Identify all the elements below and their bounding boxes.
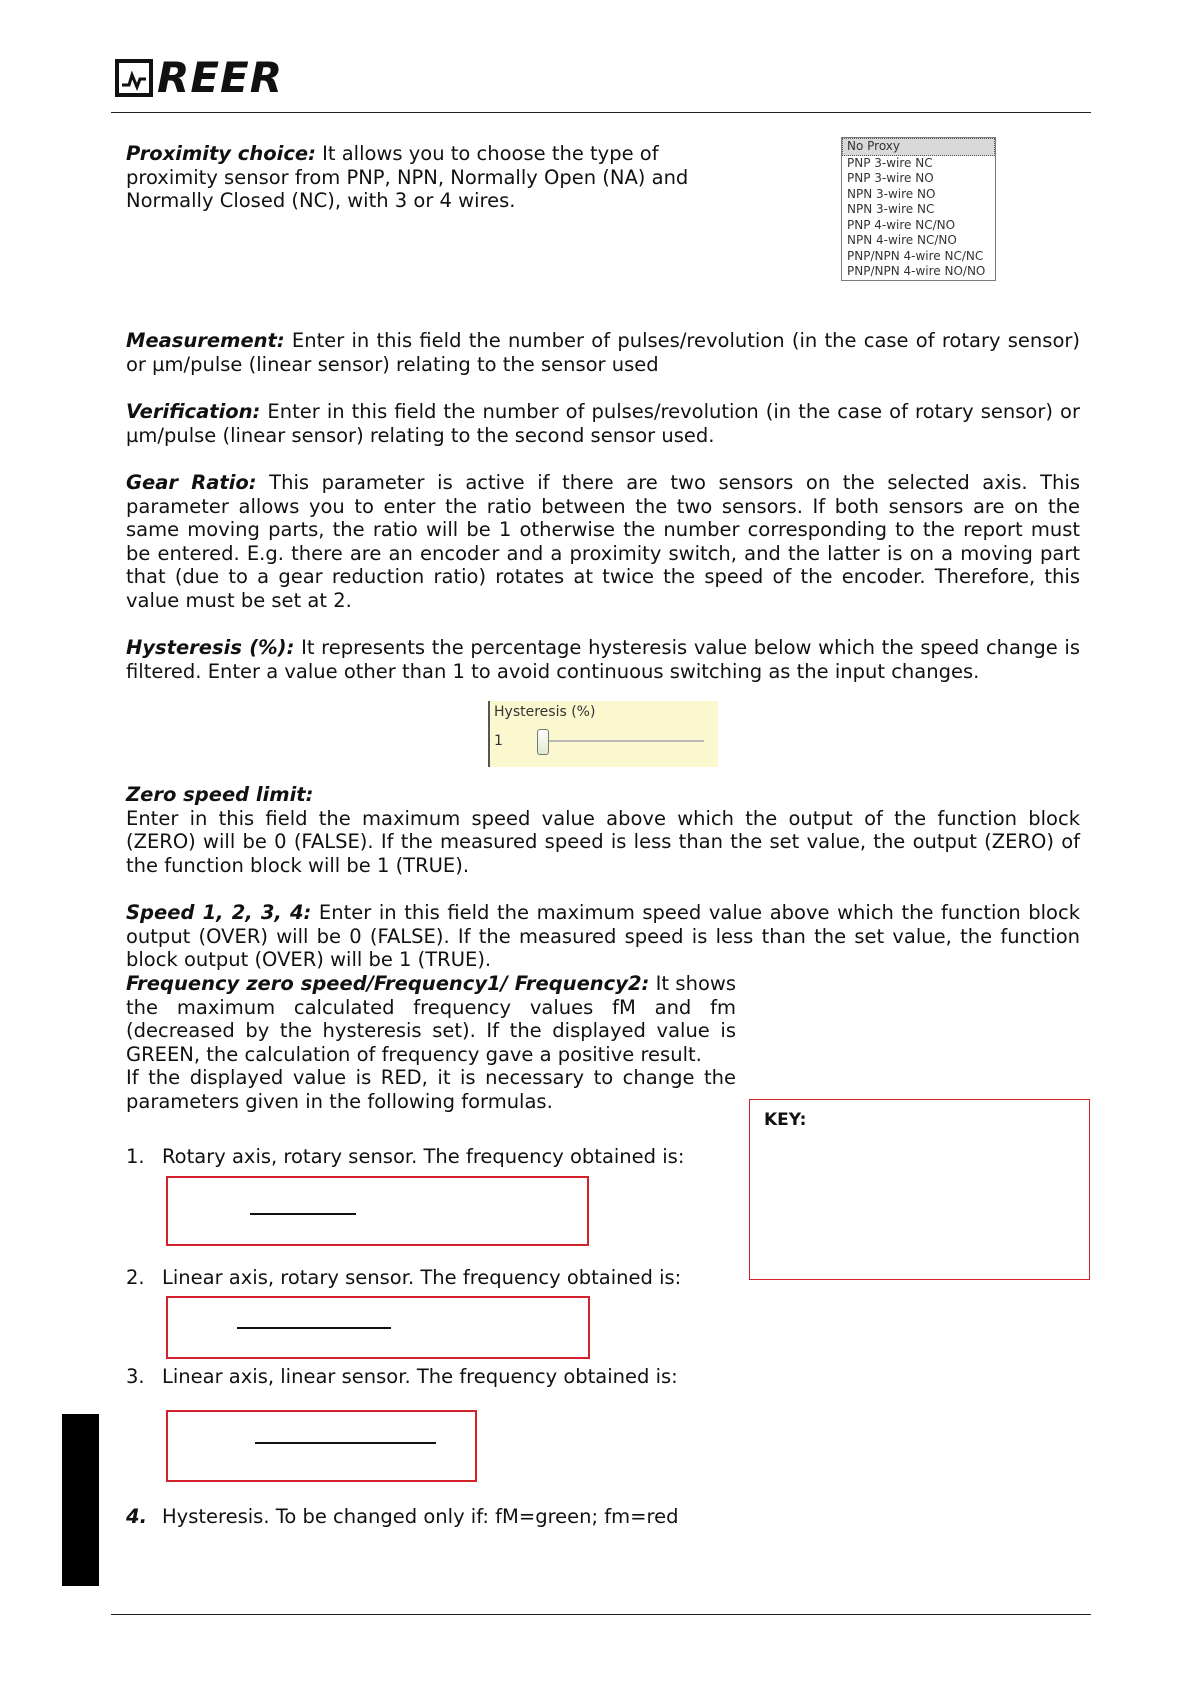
logo-text: REER (157, 53, 284, 102)
proximity-text: It allows you to choose the type of proximity sensor from PNP, NPN, Normally Open (NA) and Normally Closed (NC), with 3 or 4 wires. (126, 142, 689, 213)
list-item-3 (126, 1365, 678, 1389)
proximity-option[interactable]: No Proxy (842, 138, 995, 156)
list-number: 1. (126, 1145, 145, 1168)
chapter-side-tab (62, 1414, 99, 1586)
hysteresis-slider-track[interactable] (544, 740, 704, 742)
reer-logo (115, 53, 284, 102)
speed-term: Speed 1, 2, 3, 4: (126, 901, 312, 924)
key-label: KEY: (764, 1110, 807, 1130)
speed-text: Enter in this field the maximum speed value above which the function block output (OVER) will be 0 (FALSE). If the measured speed is less than the set value, the function block output (OVER) will be 1 (TRUE). (126, 901, 1080, 972)
proximity-term: Proximity choice: (126, 142, 316, 165)
list-item-4 (126, 1505, 678, 1529)
proximity-listbox[interactable] (841, 137, 996, 281)
gear-ratio-paragraph (126, 471, 1080, 613)
hysteresis-widget-label: Hysteresis (%) (494, 704, 596, 720)
footer-rule (111, 1614, 1091, 1615)
list-number: 4. (126, 1505, 147, 1528)
hysteresis-widget (488, 701, 718, 767)
proximity-option[interactable]: PNP 3-wire NO (847, 171, 934, 185)
formula-box-3 (166, 1410, 477, 1482)
proximity-option[interactable]: PNP/NPN 4-wire NC/NC (847, 248, 984, 263)
proximity-option[interactable]: PNP/NPN 4-wire NO/NO (847, 264, 986, 278)
frequency-text-2: If the displayed value is RED, it is necessary to change the parameters given in the following formulas. (126, 1066, 736, 1113)
list-item-2 (126, 1266, 681, 1290)
proximity-option[interactable]: NPN 3-wire NO (847, 186, 936, 201)
fraction-line (255, 1442, 436, 1444)
list-number: 3. (126, 1365, 145, 1388)
verification-paragraph (126, 400, 1080, 447)
list-text: Rotary axis, rotary sensor. The frequency obtained is: (162, 1145, 685, 1168)
list-item-1 (126, 1145, 684, 1169)
gear-ratio-term: Gear Ratio: (126, 471, 257, 494)
hysteresis-paragraph (126, 636, 1080, 683)
verification-text: Enter in this field the number of pulses/revolution (in the case of rotary sensor) or µm/pulse (linear sensor) relating to the second sensor used. (126, 400, 1080, 447)
measurement-paragraph (126, 329, 1080, 376)
key-box (749, 1099, 1090, 1280)
proximity-option[interactable]: PNP 3-wire NC (847, 155, 933, 170)
formula-box-2 (166, 1296, 590, 1359)
frequency-paragraph (126, 972, 736, 1114)
hysteresis-term: Hysteresis (%): (126, 636, 295, 659)
formula-box-1 (166, 1176, 589, 1246)
speed-paragraph (126, 901, 1080, 972)
zero-speed-text: Enter in this field the maximum speed value above which the output of the function block (ZERO) will be 0 (FALSE). If the measured speed is less than the set value, the output (ZERO) of the function block will be 1 (TRUE). (126, 806, 1080, 877)
proximity-option[interactable]: PNP 4-wire NC/NO (847, 217, 956, 232)
fraction-line (250, 1213, 356, 1215)
hysteresis-widget-value[interactable]: 1 (494, 733, 503, 749)
list-number: 2. (126, 1266, 145, 1289)
proximity-paragraph (126, 142, 726, 213)
logo-mark-icon (115, 59, 153, 97)
list-text: Hysteresis. To be changed only if: fM=green; fm=red (162, 1505, 679, 1528)
hysteresis-text: It represents the percentage hysteresis value below which the speed change is filtered. Enter a value other than 1 to avoid continuous switching as the input changes. (126, 636, 1080, 683)
proximity-option[interactable]: NPN 4-wire NC/NO (847, 233, 957, 247)
list-text: Linear axis, rotary sensor. The frequency obtained is: (162, 1266, 682, 1289)
measurement-term: Measurement: (126, 329, 285, 352)
list-text: Linear axis, linear sensor. The frequency obtained is: (162, 1365, 678, 1388)
verification-term: Verification: (126, 400, 261, 423)
frequency-text: It shows the maximum calculated frequency values fM and fm (decreased by the hysteresis set). If the displayed value is GREEN, the calculation of frequency gave a positive result. (126, 972, 736, 1066)
fraction-line (237, 1327, 391, 1329)
zero-speed-term: Zero speed limit: (126, 783, 314, 806)
hysteresis-slider-thumb[interactable] (537, 729, 549, 755)
measurement-text: Enter in this field the number of pulses/revolution (in the case of rotary sensor) or µm/pulse (linear sensor) relating to the sensor used (126, 329, 1080, 376)
frequency-term: Frequency zero speed/Frequency1/ Frequency2: (126, 972, 650, 995)
proximity-option[interactable]: NPN 3-wire NC (847, 202, 935, 216)
gear-ratio-text: This parameter is active if there are two sensors on the selected axis. This parameter allows you to enter the ratio between the two sensors. If both sensors are on the same moving parts, the ratio will be 1 otherwise the number corresponding to the report must be entered. E.g. there are an encoder and a proximity switch, and the latter is on a moving part that (due to a gear reduction ratio) rotates at twice the speed of the encoder. Therefore, this value must be set at 2. (126, 471, 1080, 612)
zero-speed-paragraph (126, 783, 1080, 877)
header-rule (111, 112, 1091, 113)
